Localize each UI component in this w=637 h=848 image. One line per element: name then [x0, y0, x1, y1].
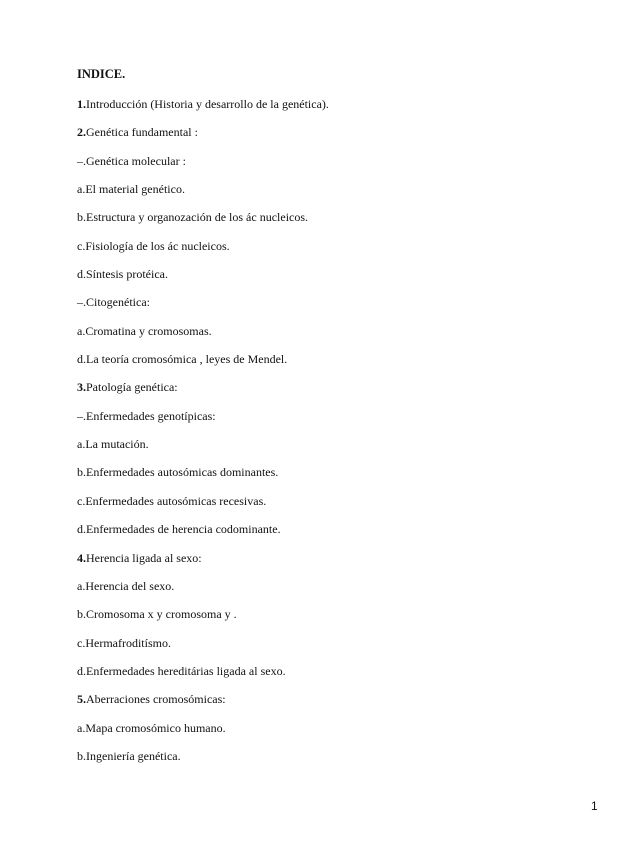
index-section-entry	[77, 96, 329, 124]
index-subentry	[77, 493, 329, 521]
index-subentry	[77, 351, 329, 379]
entry-text: Herencia ligada al sexo:	[86, 550, 202, 565]
entry-text: c.Hermafroditísmo.	[77, 635, 171, 650]
index-subentry	[77, 266, 329, 294]
index-subentry	[77, 578, 329, 606]
index-subentry	[77, 521, 329, 549]
entry-text: d.Enfermedades de herencia codominante.	[77, 522, 281, 537]
entry-text: a.Cromatina y cromosomas.	[77, 323, 212, 338]
entry-text: c.Enfermedades autosómicas recesivas.	[77, 493, 267, 508]
section-number: 2.	[77, 125, 86, 140]
entry-text: Introducción (Historia y desarrollo de la genética).	[86, 97, 329, 111]
index-subentry	[77, 408, 329, 436]
entry-text: –.Enfermedades genotípicas:	[77, 408, 216, 423]
entry-text: d.La teoría cromosómica , leyes de Mendel.	[77, 352, 288, 367]
index-subentry	[77, 748, 329, 776]
entry-text: a.Mapa cromosómico humano.	[77, 720, 226, 735]
entry-text: c.Fisiología de los ác nucleicos.	[77, 238, 230, 253]
section-number: 1.	[77, 97, 86, 111]
index-subentry	[77, 153, 329, 181]
index-subentry	[77, 663, 329, 691]
entry-text: a.Herencia del sexo.	[77, 578, 175, 593]
entry-text: b.Enfermedades autosómicas dominantes.	[77, 465, 279, 480]
entry-text: d.Enfermedades hereditárias ligada al sexo.	[77, 663, 286, 678]
index-subentry	[77, 209, 329, 237]
index-subentry	[77, 464, 329, 492]
entry-text: b.Ingeniería genética.	[77, 748, 181, 763]
entry-text: d.Síntesis protéica.	[77, 267, 168, 282]
index-subentry	[77, 606, 329, 634]
entry-text: –.Genética molecular :	[77, 153, 186, 168]
index-subentry	[77, 294, 329, 322]
entry-text: Patología genética:	[86, 380, 178, 395]
entry-text: Aberraciones cromosómicas:	[86, 692, 226, 707]
index-subentry	[77, 436, 329, 464]
index-section-entry	[77, 550, 329, 578]
index-subentry	[77, 720, 329, 748]
entry-text: a.El material genético.	[77, 182, 185, 197]
entry-text: a.La mutación.	[77, 437, 149, 452]
section-number: 5.	[77, 692, 86, 707]
entry-text: b.Estructura y organozación de los ác nucleicos.	[77, 210, 309, 225]
index-subentry	[77, 323, 329, 351]
index-section-entry	[77, 691, 329, 719]
page-number: 1	[591, 799, 598, 813]
section-number: 3.	[77, 380, 86, 395]
index-section-entry	[77, 124, 329, 152]
entry-text: Genética fundamental :	[86, 125, 198, 140]
index-subentry	[77, 635, 329, 663]
index-subentry	[77, 238, 329, 266]
index-subentry	[77, 181, 329, 209]
entry-text: b.Cromosoma x y cromosoma y .	[77, 607, 237, 622]
index-list	[77, 96, 329, 776]
section-number: 4.	[77, 550, 86, 565]
entry-text: –.Citogenética:	[77, 295, 150, 310]
index-section-entry	[77, 379, 329, 407]
index-heading: INDICE.	[77, 67, 126, 81]
